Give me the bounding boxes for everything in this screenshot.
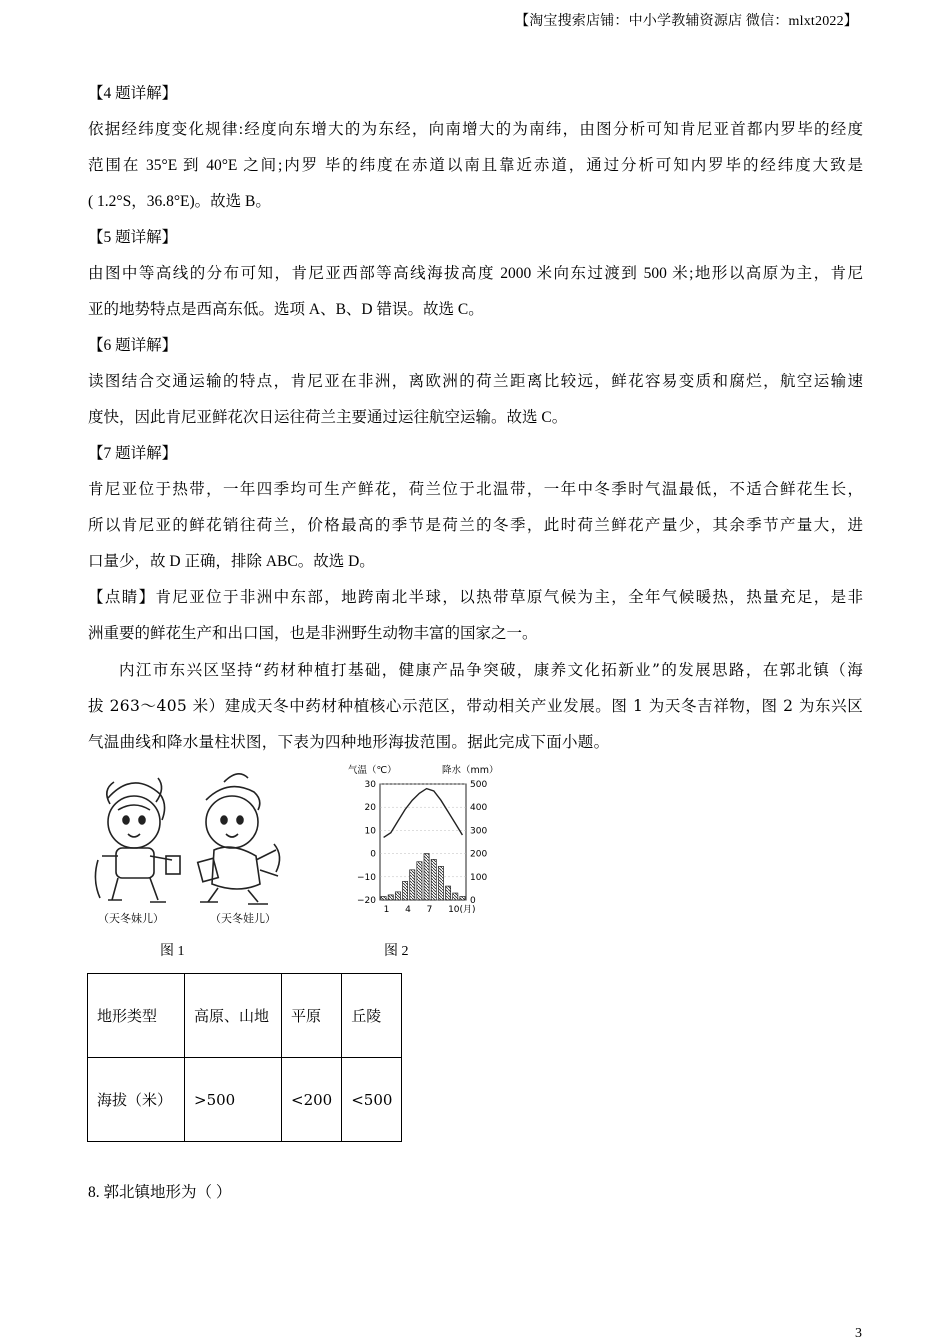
temperature-tick-label: 0 — [370, 849, 376, 860]
mascot-illustration — [88, 760, 318, 930]
figure1-caption: 图 1 — [160, 944, 185, 959]
temperature-axis-label: 气温（℃） — [348, 765, 397, 776]
paragraph-line: 范围在 35°E 到 40°E 之间;内罗 毕的纬度在赤道以南且靠近赤道，通过分析可知内罗毕的经纬度大致是 — [88, 157, 863, 174]
paragraph-line: 亚的地势特点是西高东低。选项 A、B、D 错误。故选 C。 — [88, 301, 484, 318]
temperature-tick-label: −10 — [357, 872, 376, 883]
precipitation-bar — [381, 897, 386, 900]
table-cell: >500 — [185, 1058, 282, 1142]
temperature-tick-label: 30 — [364, 780, 376, 790]
precipitation-tick-label: 300 — [470, 826, 488, 837]
paragraph-line: 由图中等高线的分布可知，肯尼亚西部等高线海拔高度 2000 米向东过渡到 500 米;地形以高原为主，肯尼 — [88, 265, 863, 282]
paragraph-line: 口量少，故 D 正确，排除 ABC。故选 D。 — [88, 553, 375, 570]
mascot-boy — [198, 774, 280, 904]
precipitation-bar — [403, 881, 408, 900]
section-heading: 【7 题详解】 — [88, 445, 178, 462]
precipitation-tick-label: 0 — [470, 896, 476, 906]
material-line: 气温曲线和降水量柱状图，下表为四种地形海拔范围。据此完成下面小题。 — [88, 733, 610, 751]
precipitation-tick-label: 500 — [470, 780, 488, 790]
precipitation-axis-label: 降水（mm） — [442, 765, 499, 776]
month-tick-label: 7 — [426, 905, 433, 915]
table-cell: <200 — [282, 1058, 342, 1142]
precipitation-tick-label: 200 — [470, 849, 488, 860]
table-row — [88, 1058, 402, 1142]
temperature-tick-label: 10 — [364, 826, 376, 837]
mascot-girl — [95, 778, 180, 902]
question-8: 8. 郭北镇地形为（ ） — [88, 1184, 232, 1201]
table-cell: 平原 — [282, 974, 342, 1058]
paragraph-line: 依据经纬度变化规律:经度向东增大的为东经，向南增大的为南纬，由图分析可知肯尼亚首都内罗毕的经度 — [88, 121, 863, 138]
table-cell: 海拔（米） — [88, 1058, 185, 1142]
mascot-girl-label: （天冬妹儿） — [98, 912, 164, 925]
paragraph-line: 读图结合交通运输的特点，肯尼亚在非洲，离欧洲的荷兰距离比较远，鲜花容易变质和腐烂，航空运输速 — [88, 373, 863, 390]
section-heading: 【4 题详解】 — [88, 85, 178, 102]
temperature-curve — [384, 789, 463, 838]
precipitation-bar — [417, 862, 422, 900]
precipitation-bar — [453, 893, 458, 900]
answer-explanations — [88, 76, 863, 760]
table-cell: 地形类型 — [88, 974, 185, 1058]
terrain-elevation-table — [87, 973, 402, 1142]
section-heading: 【5 题详解】 — [88, 229, 178, 246]
plot-border — [380, 784, 466, 900]
material-line: 内江市东兴区坚持“药材种植打基础，健康产品争突破，康养文化拓新业”的发展思路，在郭北镇（海 — [119, 661, 863, 679]
figures — [88, 760, 518, 965]
figure2-caption: 图 2 — [384, 944, 409, 959]
precipitation-bar — [438, 866, 443, 900]
temperature-tick-label: 20 — [364, 803, 376, 814]
precipitation-bar — [460, 897, 465, 900]
paragraph-line: 度快，因此肯尼亚鲜花次日运往荷兰主要通过运往航空运输。故选 C。 — [88, 409, 568, 426]
section-heading: 【6 题详解】 — [88, 337, 178, 354]
key-point-line: 【点睛】肯尼亚位于非洲中东部，地跨南北半球，以热带草原气候为主，全年气候暖热，热量充足，是非 — [88, 589, 863, 606]
temperature-tick-label: −20 — [357, 896, 376, 906]
month-tick-label: 4 — [405, 905, 411, 915]
table-cell: 高原、山地 — [185, 974, 282, 1058]
table-cell: 丘陵 — [342, 974, 402, 1058]
mascot-boy-label: （天冬娃儿） — [210, 912, 276, 925]
month-tick-label: 1 — [383, 905, 390, 915]
climate-chart — [346, 760, 516, 920]
material-line: 拔 263～405 米）建成天冬中药材种植核心示范区，带动相关产业发展。图 1 为天冬吉祥物，图 2 为东兴区 — [88, 697, 863, 715]
paragraph-line: ( 1.2°S，36.8°E)。故选 B。 — [88, 193, 271, 210]
paragraph-line: 肯尼亚位于热带，一年四季均可生产鲜花，荷兰位于北温带，一年中冬季时气温最低，不适合鲜花生长， — [88, 481, 863, 498]
chart-frame — [380, 784, 466, 900]
precipitation-bar — [410, 870, 415, 900]
page-number: 3 — [855, 1326, 862, 1341]
table-row — [88, 974, 402, 1058]
precipitation-bar — [395, 892, 400, 900]
precipitation-bar — [446, 886, 451, 900]
paragraph-line: 所以肯尼亚的鲜花销往荷兰，价格最高的季节是荷兰的冬季，此时荷兰鲜花产量少，其余季节产量大，进 — [88, 517, 863, 534]
table-cell: <500 — [342, 1058, 402, 1142]
month-tick-label: 10(月) — [448, 905, 476, 915]
temperature-line — [384, 789, 463, 838]
precipitation-tick-label: 400 — [470, 803, 488, 814]
precipitation-tick-label: 100 — [470, 872, 488, 883]
page-header: 【淘宝搜索店铺：中小学教辅资源店 微信：mlxt2022】 — [515, 14, 858, 29]
precipitation-bar — [424, 854, 429, 900]
key-point-line: 洲重要的鲜花生产和出口国，也是非洲野生动物丰富的国家之一。 — [88, 625, 538, 642]
precipitation-bar — [431, 859, 436, 900]
precipitation-bar — [388, 895, 393, 900]
